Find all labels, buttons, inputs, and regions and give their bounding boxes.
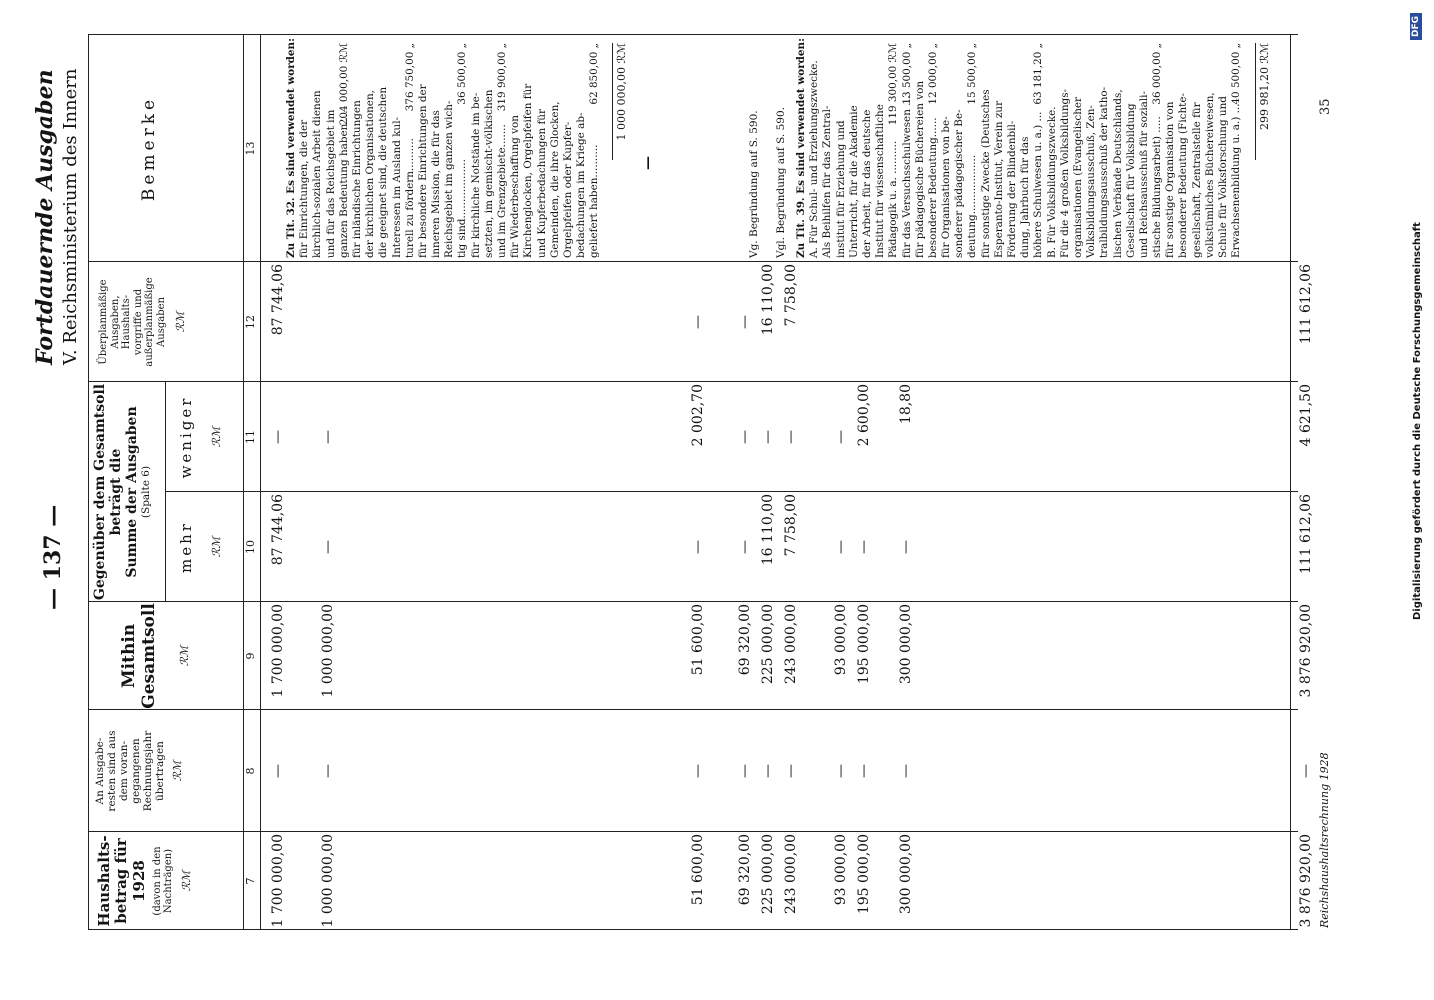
cell-c7-row9: 300 000,00 bbox=[898, 834, 914, 915]
remark-text: für Einrichtungen, die der bbox=[298, 119, 311, 258]
remark-text: Interessen im Ausland kul- bbox=[390, 116, 403, 258]
remark-text: deutung.................. bbox=[966, 154, 979, 258]
cell-c7-row4: 69 320,00 bbox=[737, 834, 753, 906]
remark-line bbox=[417, 43, 430, 258]
cell-c7-row3: 51 600,00 bbox=[690, 834, 706, 906]
remark-text: stische Bildungsarbeit) ..... bbox=[1151, 116, 1164, 258]
remark-text: Volksbildungsausschuß, Zen- bbox=[1085, 105, 1098, 258]
cell-c9-row7: 93 000,00 bbox=[833, 604, 849, 676]
dfg-logo: DFG bbox=[1410, 13, 1422, 40]
remark-line bbox=[835, 43, 848, 258]
remark-text: für pädagogische Büchereien von bbox=[913, 80, 926, 258]
cell-c12-row1: 87 744,06 bbox=[270, 264, 286, 336]
remark-line bbox=[940, 43, 953, 258]
header-col12: Überplanmäßige Ausgaben, Haushalts- vorgriffe und außerplanmäßige Ausgaben ℛℳ bbox=[98, 277, 187, 367]
remark-line bbox=[980, 43, 993, 258]
col-sep-7-8 bbox=[88, 929, 1298, 930]
remark-line bbox=[351, 43, 364, 258]
remark-line bbox=[966, 43, 979, 258]
cell-c8-row2: — bbox=[320, 764, 336, 778]
remark-amount: 13 500,00 „ bbox=[900, 43, 913, 105]
colno-12: 12 bbox=[244, 315, 257, 329]
cell-c10-row1: 87 744,06 bbox=[270, 494, 286, 566]
remark-line bbox=[1006, 43, 1019, 258]
page-number: — 137 — bbox=[40, 504, 66, 610]
header-col8: An Ausgabe- resten sind aus dem voran- gegangenen Rechnungsjahr übertragen ℛℳ bbox=[94, 730, 185, 812]
remark-line bbox=[861, 43, 874, 258]
cell-c7-row5: 225 000,00 bbox=[760, 834, 776, 915]
colno-9: 9 bbox=[244, 652, 257, 660]
remark-text: und für das Reichsgebiet im bbox=[324, 109, 337, 258]
remark-line bbox=[1072, 43, 1085, 258]
cell-c9-row4: 69 320,00 bbox=[737, 604, 753, 676]
col-sep-e bbox=[88, 381, 1298, 382]
remark-text: der kirchlichen Organisationen, bbox=[364, 90, 377, 258]
remark-text: Als Beihilfen für das Zentral- bbox=[821, 105, 834, 258]
total-col12: 111 612,06 bbox=[1298, 264, 1314, 345]
remark-text: Gemeinden, die ihre Glocken, bbox=[548, 101, 561, 258]
remark-line bbox=[795, 38, 808, 258]
cell-c11-row5: — bbox=[760, 430, 776, 444]
remarks-reference-2: Vgl. Begründung auf S. 590. bbox=[775, 107, 787, 258]
remark-line bbox=[1217, 43, 1230, 258]
cell-c12-row6: 7 758,00 bbox=[783, 264, 799, 327]
remark-text: Pädagogik u. a. .......... bbox=[887, 140, 900, 258]
cell-c10-row9: — bbox=[898, 540, 914, 554]
remark-text: Zu Tit. 32. Es sind verwendet worden: bbox=[285, 38, 297, 258]
cell-c10-row2: — bbox=[320, 540, 336, 554]
remark-amount: 62 850,00 „ bbox=[588, 43, 601, 105]
remark-line bbox=[1151, 43, 1164, 258]
cell-c9-row2: 1 000 000,00 bbox=[320, 604, 336, 698]
remarks-reference-1: Vg. Begründung auf S. 590. bbox=[748, 110, 760, 258]
cell-c12-row3: — bbox=[690, 315, 706, 329]
remark-text: Institut für wissenschaftliche bbox=[874, 104, 887, 258]
totals-rule bbox=[1290, 35, 1291, 930]
remark-line bbox=[821, 43, 834, 258]
cell-c11-row1: — bbox=[270, 430, 286, 444]
cell-c7-row1: 1 700 000,00 bbox=[270, 834, 286, 928]
cell-c11-row4: — bbox=[737, 430, 753, 444]
remark-text: dung, Jahrbuch für das bbox=[1019, 136, 1032, 258]
remark-text: B. Für Volksbildungszwecke. bbox=[1045, 106, 1058, 258]
remark-line bbox=[562, 43, 575, 258]
remark-text: geliefert haben.......... bbox=[588, 144, 601, 258]
remark-line bbox=[549, 43, 562, 258]
remark-amount: 40 500,00 „ bbox=[1230, 43, 1243, 105]
cell-c8-row9: — bbox=[898, 764, 914, 778]
remark-line bbox=[522, 43, 535, 258]
remark-text: lischen Verbände Deutschlands, bbox=[1111, 89, 1124, 258]
colno-7: 7 bbox=[244, 877, 257, 885]
cell-c11-row2: — bbox=[320, 430, 336, 444]
remark-text: Erwachsenenbildung u. a.) ... bbox=[1230, 103, 1243, 258]
remark-text: Orgelpfeifen oder Kupfer- bbox=[561, 121, 574, 258]
remark-text: Schule für Volksforschung und bbox=[1217, 96, 1229, 258]
remark-line bbox=[1177, 43, 1190, 258]
remarks-tit39 bbox=[795, 38, 1243, 258]
cell-c9-row8: 195 000,00 bbox=[856, 604, 872, 685]
remark-line bbox=[311, 43, 324, 258]
cell-c10-row5: 16 110,00 bbox=[760, 494, 776, 566]
cell-c10-row4: — bbox=[737, 540, 753, 554]
remark-line bbox=[927, 43, 940, 258]
cell-c8-row7: — bbox=[833, 764, 849, 778]
remark-line bbox=[1204, 43, 1217, 258]
col-sep-d bbox=[165, 491, 1298, 492]
cell-c9-row3: 51 600,00 bbox=[690, 604, 706, 676]
remark-line bbox=[953, 43, 966, 258]
remark-text: sonderer pädagogischer Be- bbox=[953, 109, 966, 258]
header-col11: weniger ℛℳ bbox=[177, 395, 224, 479]
cell-c7-row6: 243 000,00 bbox=[783, 834, 799, 915]
remark-text: kirchlich-sozialen Arbeit dienen bbox=[311, 90, 324, 258]
cell-c10-row6: 7 758,00 bbox=[783, 494, 799, 557]
remark-text: organisationen (Evangelischer bbox=[1071, 96, 1084, 258]
cell-c12-row4: — bbox=[737, 315, 753, 329]
remark-text: inneren Mission, die für das bbox=[430, 110, 443, 258]
remarks-tit39-total: 299 981,20 ℛℳ bbox=[1255, 43, 1271, 160]
remark-amount: 36 500,00 „ bbox=[456, 43, 469, 105]
remark-text: institut für Erziehung und bbox=[834, 120, 847, 258]
remark-text: Esperanto-Institut, Verein zur bbox=[992, 100, 1005, 258]
remark-line bbox=[887, 43, 900, 258]
remark-line bbox=[1138, 43, 1151, 258]
remark-line bbox=[1085, 43, 1098, 258]
col-sep-g bbox=[88, 34, 1298, 35]
remark-line bbox=[496, 43, 509, 258]
remark-text: tralbildungsausschuß der katho- bbox=[1098, 86, 1111, 258]
remark-text: Für die 4 großen Volksbildungs- bbox=[1058, 88, 1071, 258]
footer-note: Reichshaushaltsrechnung 1928 bbox=[1318, 752, 1331, 928]
remark-text: turell zu fördern.......... bbox=[403, 138, 416, 258]
col-sep-c bbox=[88, 601, 1298, 602]
remark-line bbox=[588, 43, 601, 258]
cell-c9-row6: 243 000,00 bbox=[783, 604, 799, 685]
total-col11: 4 621,50 bbox=[1298, 384, 1314, 447]
digitization-note: Digitalisierung gefördert durch die Deutsche Forschungsgemeinschaft bbox=[1412, 222, 1423, 620]
remark-line bbox=[483, 43, 496, 258]
cell-c11-row3: 2 002,70 bbox=[690, 384, 706, 447]
remark-text: und Reichsausschuß für soziali- bbox=[1137, 90, 1150, 258]
remark-text: Gesellschaft für Volksbildung bbox=[1124, 103, 1137, 258]
remark-text: bedachungen im Kriege ab- bbox=[575, 112, 588, 258]
remark-line bbox=[377, 43, 390, 258]
remark-line bbox=[1191, 43, 1204, 258]
section-title: Fortdauernde Ausgaben bbox=[32, 69, 58, 365]
colno-11: 11 bbox=[244, 430, 257, 444]
remark-line bbox=[298, 43, 311, 258]
remark-amount: 12 000,00 „ bbox=[926, 43, 939, 105]
remark-line bbox=[1164, 43, 1177, 258]
header-col7: Haushalts- betrag für 1928 (davon in den Nachträgen) ℛℳ bbox=[95, 835, 193, 927]
colno-8: 8 bbox=[244, 767, 257, 775]
remark-text: für besondere Einrichtungen der bbox=[416, 84, 429, 258]
remark-line bbox=[364, 43, 377, 258]
remark-line bbox=[509, 43, 522, 258]
remark-text: besonderer Bedeutung (Fichte- bbox=[1177, 93, 1190, 258]
remark-line bbox=[443, 43, 456, 258]
cell-c11-row9: 18,80 bbox=[898, 384, 914, 425]
remark-text: volkstümliches Büchereiwesen, bbox=[1203, 92, 1216, 258]
header-group: Gegenüber dem Gesamtsoll beträgt die Summe der Ausgaben (Spalte 6) bbox=[92, 383, 153, 601]
col-sep-f bbox=[88, 261, 1298, 262]
remark-text: setzten, im gemischt-völkischen bbox=[482, 89, 495, 258]
remark-amount: 376 750,00 „ bbox=[403, 43, 416, 112]
cell-c11-row8: 2 600,00 bbox=[856, 384, 872, 447]
remark-line bbox=[901, 43, 914, 258]
remarks-dash: — bbox=[640, 156, 656, 170]
cell-c8-row4: — bbox=[737, 764, 753, 778]
remark-text: höhere Schulwesen u. a.) ... bbox=[1032, 111, 1045, 258]
remark-line bbox=[1112, 43, 1125, 258]
remark-text: für kirchliche Notstände im be- bbox=[469, 92, 482, 258]
remark-line bbox=[914, 43, 927, 258]
remark-line bbox=[285, 38, 298, 258]
remark-line bbox=[848, 43, 861, 258]
remark-text: tig sind.................. bbox=[456, 159, 469, 258]
remark-line bbox=[1098, 43, 1111, 258]
column-number-rule bbox=[260, 35, 261, 930]
remark-amount: 36 000,00 „ bbox=[1151, 43, 1164, 105]
remark-text: Zu Tit. 39. Es sind verwendet worden: bbox=[795, 38, 807, 258]
total-col8: — bbox=[1298, 764, 1314, 778]
cell-c10-row8: — bbox=[856, 540, 872, 554]
remark-line bbox=[1046, 43, 1059, 258]
remark-text: für sonstige Organisation von bbox=[1164, 101, 1177, 258]
total-col9: 3 876 920,00 bbox=[1298, 604, 1314, 698]
remark-text: für Organisationen von be- bbox=[940, 116, 953, 258]
folio-number: 35 bbox=[1318, 98, 1333, 115]
remark-text: für sonstige Zwecke (Deutsches bbox=[979, 89, 992, 258]
remark-amount: 319 900,00 „ bbox=[496, 43, 508, 112]
remark-amount: 15 500,00 „ bbox=[966, 43, 979, 105]
cell-c9-row9: 300 000,00 bbox=[898, 604, 914, 685]
total-col10: 111 612,06 bbox=[1298, 494, 1314, 575]
remark-line bbox=[536, 43, 549, 258]
remark-text: für inländische Einrichtungen bbox=[350, 100, 363, 258]
cell-c8-row8: — bbox=[856, 764, 872, 778]
remark-line bbox=[575, 43, 588, 258]
remark-line bbox=[808, 43, 821, 258]
cell-c9-row5: 225 000,00 bbox=[760, 604, 776, 685]
remark-text: der Arbeit, für das deutsche bbox=[860, 109, 873, 258]
remark-line bbox=[470, 43, 483, 258]
cell-c7-row8: 195 000,00 bbox=[856, 834, 872, 915]
remark-line bbox=[1230, 43, 1243, 258]
cell-c11-row6: — bbox=[783, 430, 799, 444]
remark-text: Förderung der Blindenbil- bbox=[1006, 120, 1018, 258]
header-col13: Bemerke bbox=[139, 95, 159, 202]
remark-line bbox=[325, 43, 338, 258]
cell-c12-row5: 16 110,00 bbox=[760, 264, 776, 336]
header-col9: Mithin Gesamtsoll ℛℳ bbox=[119, 603, 192, 709]
remark-text: besonderer Bedeutung...... bbox=[926, 117, 939, 258]
remark-line bbox=[338, 43, 351, 258]
ministry-title: V. Reichsministerium des Innern bbox=[60, 68, 81, 365]
cell-c11-row7: — bbox=[833, 430, 849, 444]
remark-line bbox=[993, 43, 1006, 258]
cell-c7-row7: 93 000,00 bbox=[833, 834, 849, 906]
colno-10: 10 bbox=[244, 540, 257, 554]
cell-c8-row3: — bbox=[690, 764, 706, 778]
remark-text: Reichsgebiet im ganzen wich- bbox=[443, 100, 456, 258]
remark-amount: 119 300,00 ℛℳ bbox=[887, 43, 900, 126]
remark-text: A. Für Schul- und Erziehungszwecke. bbox=[808, 60, 821, 258]
remark-amount: 63 181,20 „ bbox=[1032, 43, 1045, 105]
remark-line bbox=[1059, 43, 1072, 258]
remark-line bbox=[456, 43, 469, 258]
cell-c8-row6: — bbox=[783, 764, 799, 778]
remark-text: für das Versuchsschulwesen ... bbox=[900, 95, 913, 258]
header-col10: mehr ℛℳ bbox=[177, 521, 224, 573]
remark-text: Kirchenglocken, Orgelpfeifen für bbox=[522, 83, 535, 258]
remark-line bbox=[874, 43, 887, 258]
remark-line bbox=[1032, 43, 1045, 258]
cell-c7-row2: 1 000 000,00 bbox=[320, 834, 336, 928]
remark-line bbox=[1019, 43, 1032, 258]
cell-c8-row1: — bbox=[270, 764, 286, 778]
remark-line bbox=[1125, 43, 1138, 258]
remark-text: Unterricht, für die Akademie bbox=[847, 105, 860, 258]
remark-text: die geeignet sind, die deutschen bbox=[377, 86, 390, 258]
cell-c10-row7: — bbox=[833, 540, 849, 554]
cell-c8-row5: — bbox=[760, 764, 776, 778]
remark-text: ganzen Bedeutung haben ... bbox=[337, 110, 350, 258]
remark-text: und Kupferbedachungen für bbox=[535, 108, 548, 258]
remarks-tit32 bbox=[285, 38, 602, 258]
remark-line bbox=[391, 43, 404, 258]
remark-text: gesellschaft, Zentralstelle für bbox=[1190, 102, 1203, 258]
remark-line bbox=[404, 43, 417, 258]
table-top-rule bbox=[88, 35, 89, 930]
total-col7: 3 876 920,00 bbox=[1298, 834, 1314, 928]
cell-c10-row3: — bbox=[690, 540, 706, 554]
remark-text: für Wiederbeschaffung von bbox=[509, 115, 522, 258]
remarks-tit32-total: 1 000 000,00 ℛℳ bbox=[612, 43, 628, 160]
remark-line bbox=[430, 43, 443, 258]
cell-c9-row1: 1 700 000,00 bbox=[270, 604, 286, 698]
group-header-rule bbox=[165, 382, 166, 602]
remark-text: und im Grenzgebiete....... bbox=[496, 124, 508, 258]
colno-13: 13 bbox=[244, 141, 257, 156]
remark-amount: 204 000,00 ℛℳ bbox=[337, 43, 350, 126]
